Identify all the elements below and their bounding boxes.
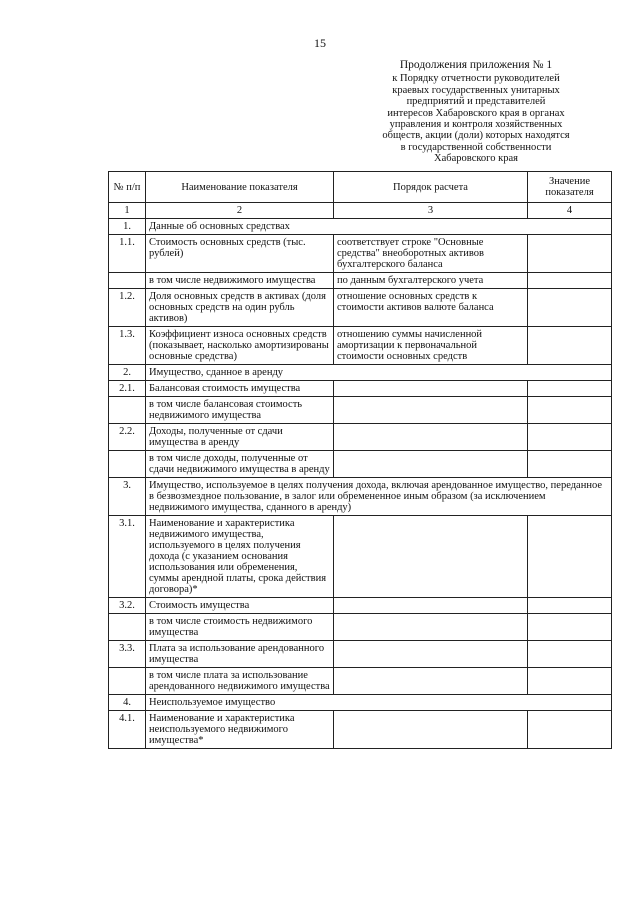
appendix-line: краевых государственных унитарных <box>392 84 560 96</box>
indicator-name: в том числе доходы, полученные от сдачи недвижимого имущества в аренду <box>146 451 334 478</box>
indicator-name: в том числе стоимость недвижимого имущества <box>146 614 334 641</box>
indicator-name: Доходы, полученные от сдачи имущества в аренду <box>146 424 334 451</box>
column-number: 1 <box>109 203 146 219</box>
calculation-method <box>334 424 528 451</box>
row-number: 2.1. <box>109 381 146 397</box>
appendix-line: предприятий и представителей <box>406 96 546 108</box>
calculation-method <box>334 668 528 695</box>
column-number-row <box>109 203 612 219</box>
appendix-line: в государственной собственности <box>400 141 552 153</box>
indicator-name: Доля основных средств в активах (доля основных средств на один рубль активов) <box>146 289 334 327</box>
indicator-name: Плата за использование арендованного имущества <box>146 641 334 668</box>
indicator-name: Наименование и характеристика неиспользуемого недвижимого имущества* <box>146 711 334 749</box>
column-number: 3 <box>334 203 528 219</box>
indicator-name: в том числе плата за использование арендованного недвижимого имущества <box>146 668 334 695</box>
table-row <box>109 711 612 749</box>
appendix-line: Хабаровского края <box>434 153 518 165</box>
indicator-name: Стоимость основных средств (тыс. рублей) <box>146 235 334 273</box>
indicator-value <box>528 381 612 397</box>
calculation-method <box>334 641 528 668</box>
appendix-line: управления и контроля хозяйственных <box>389 119 563 131</box>
table-row <box>109 365 612 381</box>
table-row <box>109 614 612 641</box>
indicator-name: в том числе балансовая стоимость недвижимого имущества <box>146 397 334 424</box>
row-number: 2. <box>109 365 146 381</box>
indicator-value <box>528 516 612 598</box>
row-number: 4.1. <box>109 711 146 749</box>
calculation-method <box>334 451 528 478</box>
table-row <box>109 289 612 327</box>
row-number: 3. <box>109 478 146 516</box>
indicator-name: в том числе недвижимого имущества <box>146 273 334 289</box>
indicator-value <box>528 451 612 478</box>
calculation-method <box>334 614 528 641</box>
calculation-method: отношение основных средств к стоимости активов валюте баланса <box>334 289 528 327</box>
appendix-header <box>330 60 622 165</box>
indicator-name: Наименование и характеристика недвижимого имущества, используемого в целях получения дохода (с указанием основания использования или обременения, суммы арендной платы, срока действия договора)* <box>146 516 334 598</box>
indicator-value <box>528 397 612 424</box>
table-body <box>109 219 612 749</box>
appendix-title: Продолжения приложения № 1 <box>399 59 553 71</box>
page-number: 15 <box>314 36 326 50</box>
row-number <box>109 451 146 478</box>
indicator-name: Коэффициент износа основных средств (показывает, насколько амортизированы основные средства) <box>146 327 334 365</box>
row-number: 3.1. <box>109 516 146 598</box>
row-number <box>109 614 146 641</box>
row-number: 3.3. <box>109 641 146 668</box>
indicator-value <box>528 711 612 749</box>
row-number: 4. <box>109 695 146 711</box>
table-row <box>109 381 612 397</box>
table-row <box>109 327 612 365</box>
indicator-value <box>528 598 612 614</box>
row-number: 1. <box>109 219 146 235</box>
appendix-line: интересов Хабаровского края в органах <box>387 107 565 119</box>
section-title: Неиспользуемое имущество <box>146 695 612 711</box>
row-number <box>109 397 146 424</box>
section-title: Данные об основных средствах <box>146 219 612 235</box>
calculation-method <box>334 381 528 397</box>
row-number: 1.3. <box>109 327 146 365</box>
column-header: Наименование показателя <box>146 172 334 203</box>
table-header-row <box>109 172 612 203</box>
calculation-method: по данным бухгалтерского учета <box>334 273 528 289</box>
column-number: 4 <box>528 203 612 219</box>
indicator-value <box>528 614 612 641</box>
table-row <box>109 516 612 598</box>
table-row <box>109 598 612 614</box>
table-row <box>109 273 612 289</box>
indicator-value <box>528 641 612 668</box>
calculation-method <box>334 711 528 749</box>
table-row <box>109 235 612 273</box>
appendix-line: к Порядку отчетности руководителей <box>392 73 560 85</box>
section-title: Имущество, используемое в целях получения дохода, включая арендованное имущество, переданное в безвозмездное пользование, в залог или обремененное иным образом (за исключением недвижимого имущества, сданного в аренду) <box>146 478 612 516</box>
section-title: Имущество, сданное в аренду <box>146 365 612 381</box>
table-row <box>109 219 612 235</box>
indicator-value <box>528 235 612 273</box>
row-number: 1.1. <box>109 235 146 273</box>
table-row <box>109 397 612 424</box>
row-number: 1.2. <box>109 289 146 327</box>
column-header: № п/п <box>109 172 146 203</box>
table-row <box>109 695 612 711</box>
indicator-name: Балансовая стоимость имущества <box>146 381 334 397</box>
column-header: Значение показателя <box>528 172 612 203</box>
column-number: 2 <box>146 203 334 219</box>
indicator-value <box>528 289 612 327</box>
calculation-method <box>334 516 528 598</box>
calculation-method: соответствует строке "Основные средства" внеоборотных активов бухгалтерского баланса <box>334 235 528 273</box>
appendix-line: обществ, акции (доли) которых находятся <box>382 130 570 142</box>
table-row <box>109 424 612 451</box>
calculation-method <box>334 598 528 614</box>
table-row <box>109 641 612 668</box>
table-row <box>109 478 612 516</box>
indicator-value <box>528 327 612 365</box>
row-number <box>109 668 146 695</box>
indicator-value <box>528 273 612 289</box>
indicator-name: Стоимость имущества <box>146 598 334 614</box>
indicators-table <box>108 171 612 749</box>
column-header: Порядок расчета <box>334 172 528 203</box>
row-number <box>109 273 146 289</box>
indicator-value <box>528 424 612 451</box>
indicator-value <box>528 668 612 695</box>
row-number: 2.2. <box>109 424 146 451</box>
row-number: 3.2. <box>109 598 146 614</box>
table-row <box>109 668 612 695</box>
calculation-method <box>334 397 528 424</box>
calculation-method: отношению суммы начисленной амортизации к первоначальной стоимости основных средств <box>334 327 528 365</box>
table-row <box>109 451 612 478</box>
